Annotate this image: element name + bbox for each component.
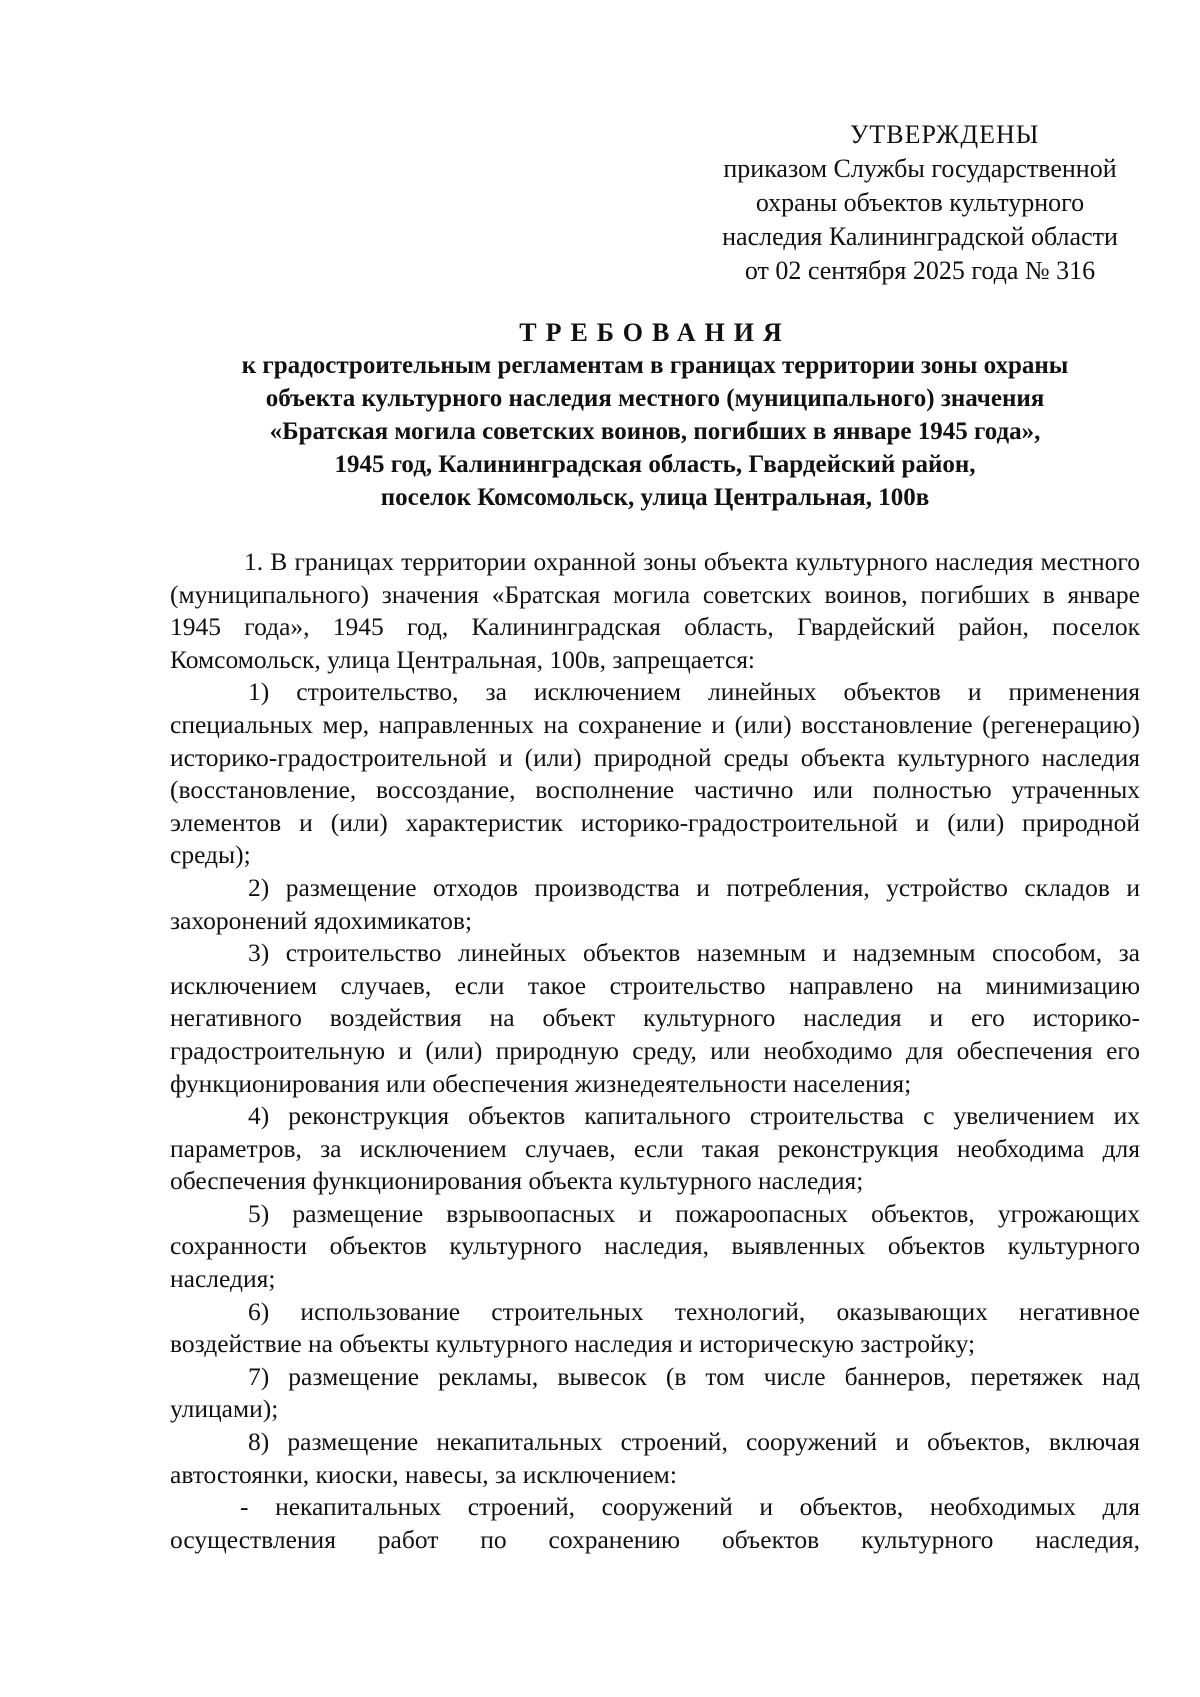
document-title bbox=[170, 316, 1140, 514]
document-body bbox=[170, 546, 1140, 1556]
approval-stamp bbox=[680, 118, 1160, 288]
approval-line-3: наследия Калининградской области bbox=[722, 222, 1118, 251]
approval-line-1: приказом Службы государственной bbox=[723, 154, 1117, 183]
approval-line-4: от 02 сентября 2025 года № 316 bbox=[744, 256, 1096, 285]
list-item-3: 3) строительство линейных объектов наземным и надземным способом, за исключением случаев, если такое строительство направлено на минимизацию негативного воздействия на объект культурного наследия и его историко-градостроительную и (или) природную среду, или необходимо для обеспечения его функционирования или обеспечения жизнедеятельности населения; bbox=[170, 938, 1140, 1098]
approval-heading: УТВЕРЖДЕНЫ bbox=[850, 120, 1040, 149]
title-line-1: к градостроительным регламентам в границах территории зоны охраны bbox=[241, 352, 1069, 379]
title-line-2: объекта культурного наследия местного (муниципального) значения bbox=[265, 385, 1045, 412]
list-item-6: 6) использование строительных технологий, оказывающих негативное воздействие на объекты культурного наследия и историческую застройку; bbox=[170, 1296, 1140, 1359]
approval-line-2: охраны объектов культурного bbox=[755, 188, 1085, 217]
paragraph-1: 1. В границах территории охранной зоны объекта культурного наследия местного (муниципального) значения «Братская могила советских воинов, погибших в январе 1945 года», 1945 год, Калининградская область, Гвардейский район, поселок Комсомольск, улица Центральная, 100в, запрещается: bbox=[170, 547, 1140, 674]
title-heading: ТРЕБОВАНИЯ bbox=[519, 318, 791, 347]
list-item-2: 2) размещение отходов производства и потребления, устройство складов и захоронений ядохимикатов; bbox=[170, 872, 1140, 935]
title-line-5: поселок Комсомольск, улица Центральная, 100в bbox=[380, 484, 930, 511]
list-item-8: 8) размещение некапитальных строений, сооружений и объектов, включая автостоянки, киоски, навесы, за исключением: bbox=[170, 1427, 1140, 1489]
title-line-4: 1945 год, Калининградская область, Гвардейский район, bbox=[334, 451, 976, 478]
dash-item-1: - некапитальных строений, сооружений и объектов, необходимых для осуществления работ по сохранению объектов культурного наследия, bbox=[170, 1492, 1140, 1554]
list-item-4: 4) реконструкция объектов капитального строительства с увеличением их параметров, за исключением случаев, если такая реконструкция необходима для обеспечения функционирования объекта культурного наследия; bbox=[170, 1101, 1140, 1196]
list-item-5: 5) размещение взрывоопасных и пожароопасных объектов, угрожающих сохранности объектов культурного наследия, выявленных объектов культурного наследия; bbox=[170, 1198, 1140, 1294]
title-line-3: «Братская могила советских воинов, погибших в январе 1945 года», bbox=[269, 418, 1041, 445]
list-item-7: 7) размещение рекламы, вывесок (в том числе баннеров, перетяжек над улицами); bbox=[170, 1361, 1140, 1424]
list-item-1: 1) строительство, за исключением линейных объектов и применения специальных мер, направленных на сохранение и (или) восстановление (регенерацию) историко-градостроительной и (или) природной среды объекта культурного наследия (восстановление, воссоздание, восполнение частично или полностью утраченных элементов и (или) характеристик историко-градостроительной и (или) природной среды); bbox=[170, 677, 1140, 870]
